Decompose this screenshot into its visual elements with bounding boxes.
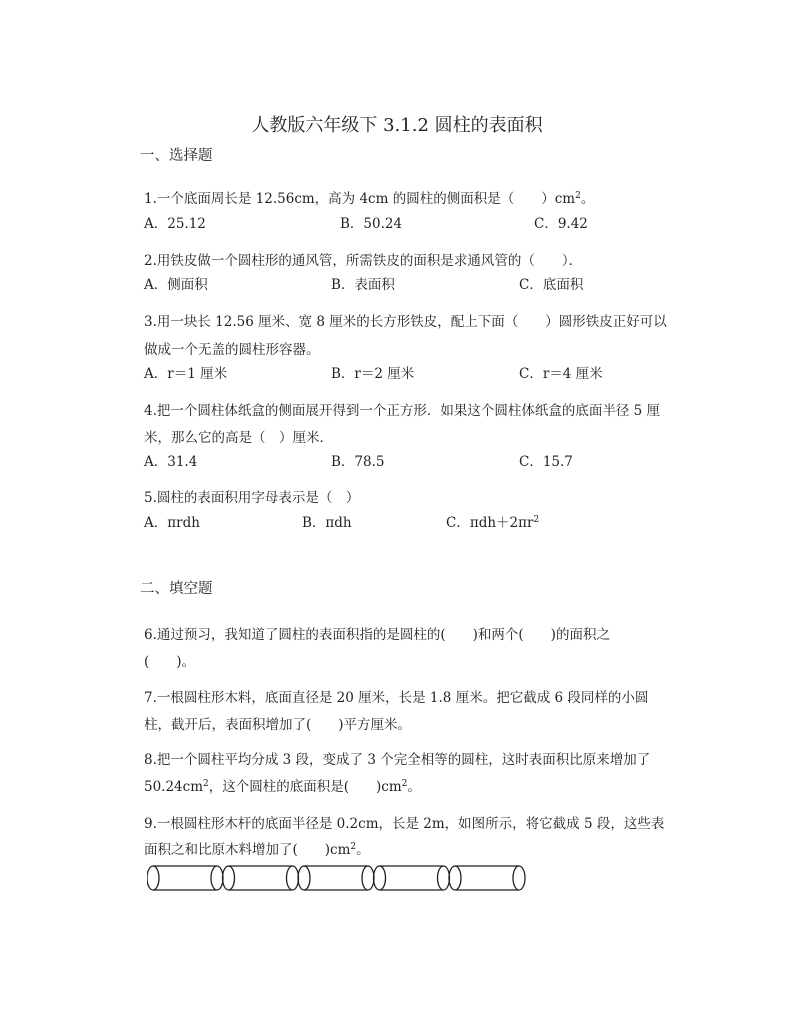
q8-sup-1: 2: [203, 779, 209, 789]
question-1: [144, 190, 594, 208]
question-6-line-2: ( )。: [144, 654, 196, 670]
q5-option-a: A．πrdh: [144, 515, 200, 531]
question-1-text: 1.一个底面周长是 12.56cm，高为 4cm 的圆柱的侧面积是（ ）cm: [144, 191, 576, 207]
q9-end: 。: [356, 842, 370, 858]
q8-area: 50.24cm: [144, 779, 204, 795]
cylinder-piece: [298, 866, 374, 890]
question-2: 2.用铁皮做一个圆柱形的通风管，所需铁皮的面积是求通风管的（ ）．: [144, 253, 583, 269]
question-8-line-2: [144, 778, 421, 796]
question-4-line-2: 米，那么它的高是（ ）厘米．: [144, 430, 333, 446]
q1-option-a: A．25.12: [144, 216, 206, 232]
q5-option-c-sup: 2: [533, 515, 540, 525]
question-1-sup: 2: [575, 191, 581, 201]
q5-option-c: [446, 514, 539, 532]
q3-option-a: A．r＝1 厘米: [144, 366, 228, 382]
q9-text: 面积之和比原木料增加了( )cm: [144, 842, 351, 858]
question-3-line-2: 做成一个无盖的圆柱形容器。: [144, 342, 320, 358]
section-heading-choice: 一、选择题: [140, 148, 213, 164]
question-9-line-2: [144, 841, 370, 859]
q8-end: 。: [407, 779, 421, 795]
question-3-line-1: 3.用一块长 12.56 厘米、宽 8 厘米的长方形铁皮，配上下面（ ）圆形铁皮正好可以: [144, 314, 667, 330]
q8-text: ，这个圆柱的底面积是( )cm: [208, 779, 402, 795]
cylinder-piece: [223, 866, 299, 890]
question-1-end: 。: [580, 191, 595, 207]
q3-option-b: B．r＝2 厘米: [331, 366, 415, 382]
q2-option-a: A．侧面积: [144, 277, 208, 293]
q8-sup-2: 2: [401, 779, 408, 789]
question-4-line-1: 4.把一个圆柱体纸盒的侧面展开得到一个正方形．如果这个圆柱体纸盒的底面半径 5 厘: [144, 403, 661, 419]
question-8-line-1: 8.把一个圆柱平均分成 3 段，变成了 3 个完全相等的圆柱，这时表面积比原来增加了: [144, 752, 651, 768]
q9-sup: 2: [350, 842, 357, 852]
page-title: 人教版六年级下 3.1.2 圆柱的表面积: [251, 115, 543, 136]
cylinder-piece: [374, 866, 450, 890]
q2-option-b: B．表面积: [331, 277, 395, 293]
question-7-line-1: 7.一根圆柱形木料，底面直径是 20 厘米，长是 1.8 厘米。把它截成 6 段同样的小圆: [144, 690, 649, 706]
q2-option-c: C．底面积: [519, 277, 584, 293]
q4-option-c: C．15.7: [519, 454, 573, 470]
question-6-line-1: 6.通过预习，我知道了圆柱的表面积指的是圆柱的( )和两个( )的面积之: [144, 627, 610, 643]
q1-option-b: B．50.24: [340, 216, 403, 232]
q3-option-c: C．r＝4 厘米: [519, 366, 603, 382]
q4-option-b: B．78.5: [331, 454, 385, 470]
cylinder-piece: [449, 866, 525, 890]
question-5: 5.圆柱的表面积用字母表示是（ ）: [144, 490, 360, 506]
q4-option-a: A．31.4: [144, 454, 198, 470]
q1-option-c: C．9.42: [534, 216, 588, 232]
q5-option-b: B．πdh: [302, 515, 352, 531]
question-9-line-1: 9.一根圆柱形木杆的底面半径是 0.2cm，长是 2m，如图所示，将它截成 5 段，这些表: [144, 816, 665, 832]
section-heading-fill: 二、填空题: [140, 581, 213, 597]
q5-option-c-text: C．πdh＋2πr: [446, 515, 534, 531]
cylinder-piece: [147, 866, 223, 890]
question-7-line-2: 柱，截开后，表面积增加了( )平方厘米。: [144, 717, 412, 733]
cylinder-pieces-figure: [147, 861, 527, 895]
